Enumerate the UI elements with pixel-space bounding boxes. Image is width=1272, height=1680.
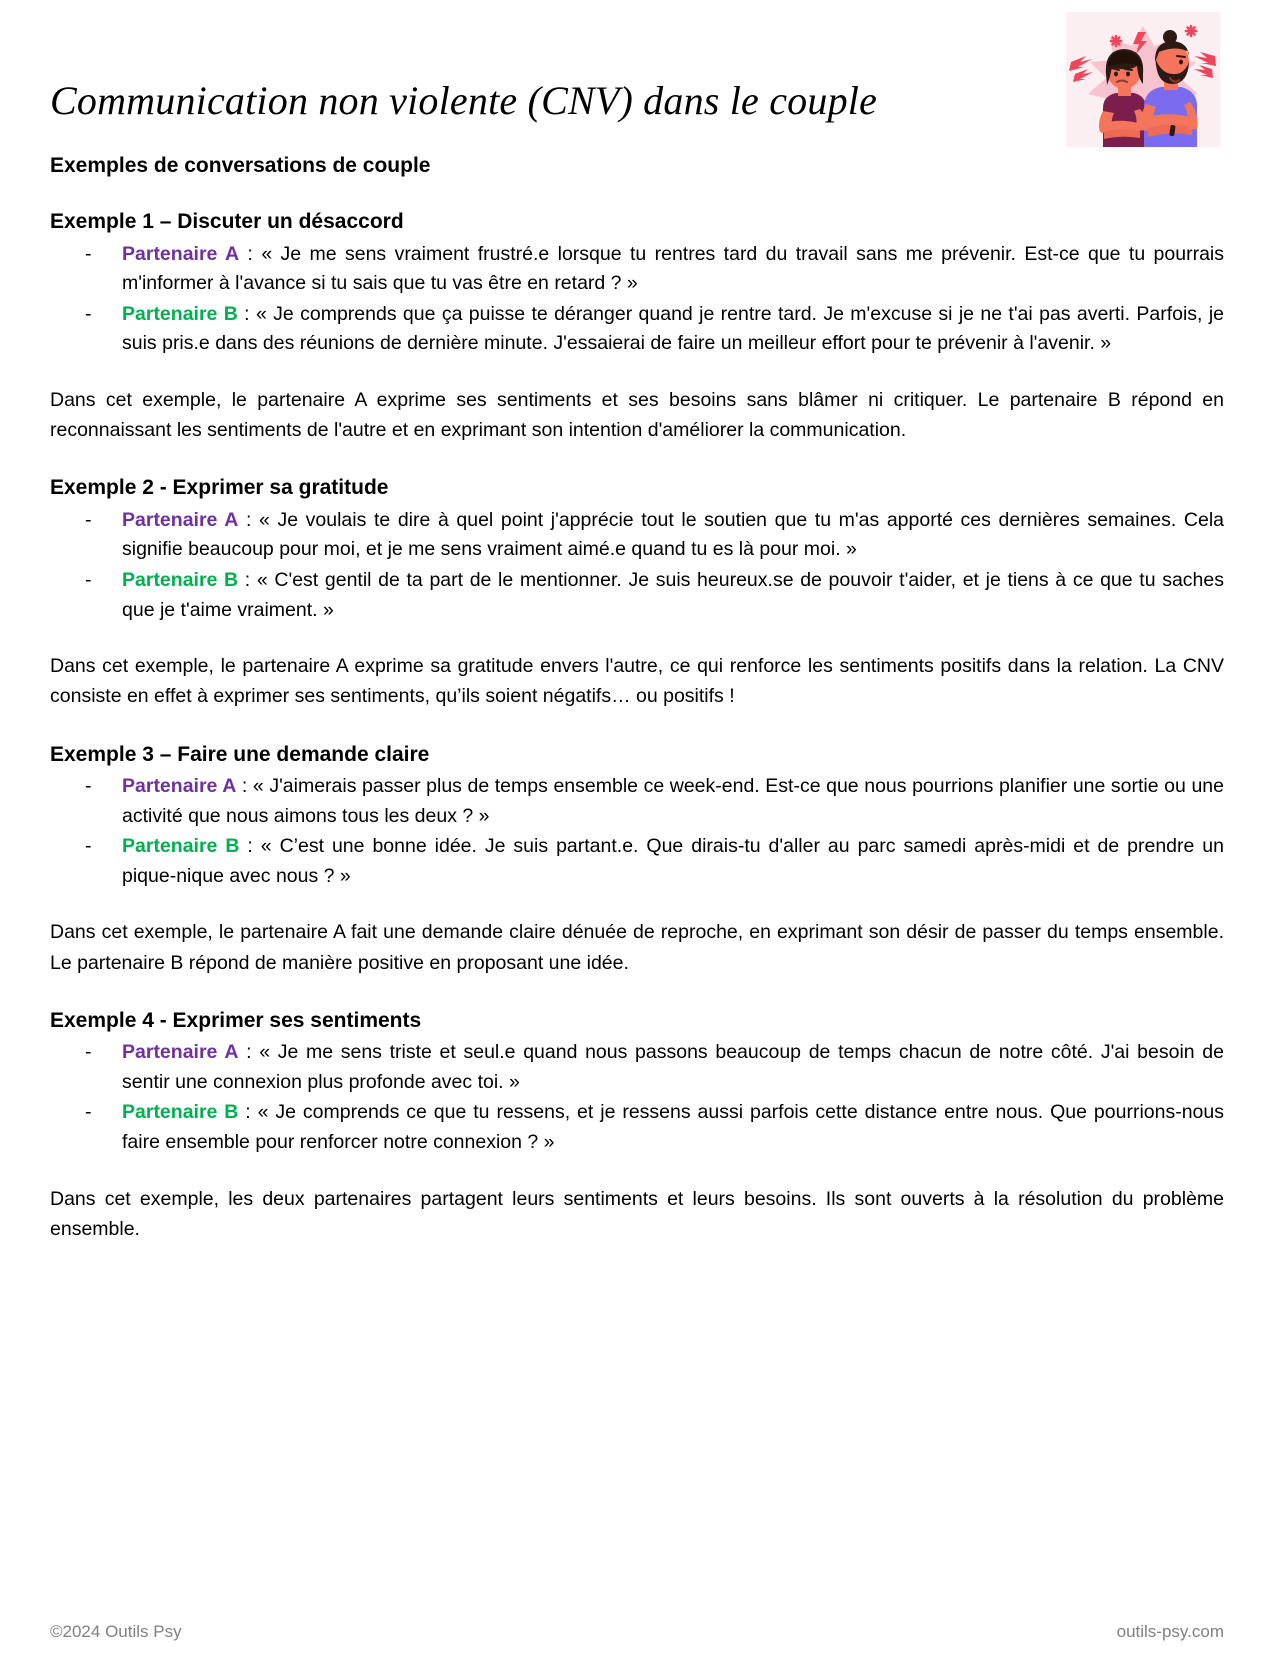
dialogue-list-4	[50, 1038, 1224, 1158]
speaker-label-partner-a: Partenaire A	[122, 774, 237, 797]
speaker-label-partner-a: Partenaire A	[122, 242, 240, 265]
dialogue-list-3	[50, 772, 1224, 892]
dialogue-text: : « Je voulais te dire à quel point j'apprécie tout le soutien que tu m'as apporté ces dernières semaines. Cela signifie beaucoup pour moi, et je me sens vraiment aimé.e quand tu es là pour moi. »	[122, 508, 1224, 561]
example-explanation-1: Dans cet exemple, le partenaire A exprime ses sentiments et ses besoins sans blâmer ni critiquer. Le partenaire B répond en reconnaissant les sentiments de l'autre et en exprimant son intention d'améliorer la communication.	[50, 389, 1224, 442]
bullet-dash: -	[85, 302, 92, 325]
bullet-dash: -	[85, 1041, 92, 1064]
speaker-label-partner-b: Partenaire B	[122, 302, 238, 325]
bullet-dash: -	[85, 568, 92, 591]
speaker-label-partner-b: Partenaire B	[122, 568, 239, 591]
footer-copyright: ©2024 Outils Psy	[50, 1622, 182, 1641]
example-heading-3: Exemple 3 – Faire une demande claire	[50, 742, 430, 766]
dialogue-line	[50, 772, 1224, 831]
example-explanation-4: Dans cet exemple, les deux partenaires partagent leurs sentiments et leurs besoins. Ils sont ouverts à la résolution du problème ensemble.	[50, 1187, 1224, 1240]
dialogue-text: : « Je comprends que ça puisse te déranger quand je rentre tard. Je m'excuse si je ne t'ai pas averti. Parfois, je suis pris.e dans des réunions de dernière minute. J'essaierai de faire un meilleur effort pour te prévenir à l'avenir. »	[122, 302, 1224, 355]
dialogue-list-1	[50, 240, 1224, 360]
couple-arguing-illustration	[1066, 12, 1220, 147]
example-section-3	[50, 742, 1224, 978]
dialogue-text: : « Je me sens vraiment frustré.e lorsque tu rentres tard du travail sans me prévenir. Est-ce que tu pourrais m'informer à l'avance si tu sais que tu vas être en retard ? »	[122, 242, 1224, 295]
example-heading-1: Exemple 1 – Discuter un désaccord	[50, 210, 404, 234]
dialogue-line	[50, 506, 1224, 565]
dialogue-list-2	[50, 506, 1224, 626]
dialogue-text: : « C'est gentil de ta part de le mentionner. Je suis heureux.se de pouvoir t'aider, et je tiens à ce que tu saches que je t'aime vraiment. »	[122, 568, 1224, 621]
speaker-label-partner-a: Partenaire A	[122, 508, 239, 531]
document-header	[0, 0, 1272, 152]
footer-website: outils-psy.com	[1116, 1622, 1224, 1641]
speaker-label-partner-b: Partenaire B	[122, 1101, 239, 1124]
example-explanation-2: Dans cet exemple, le partenaire A exprime sa gratitude envers l'autre, ce qui renforce les sentiments positifs dans la relation. La CNV consiste en effet à exprimer ses sentiments, qu’ils soient négatifs… ou positifs !	[50, 655, 1224, 708]
page-title: Communication non violente (CNV) dans le couple	[50, 77, 878, 123]
dialogue-line	[50, 566, 1224, 625]
dialogue-line	[50, 832, 1224, 891]
dialogue-line	[50, 1038, 1224, 1097]
dialogue-line	[50, 1098, 1224, 1157]
bullet-dash: -	[85, 835, 92, 858]
bullet-dash: -	[85, 774, 92, 797]
example-section-4	[50, 1008, 1224, 1244]
dialogue-text: : « C’est une bonne idée. Je suis partant.e. Que dirais-tu d'aller au parc samedi après-midi et de prendre un pique-nique avec nous ? »	[122, 835, 1224, 887]
dialogue-text: : « Je me sens triste et seul.e quand nous passons beaucoup de temps chacun de notre côté. J'ai besoin de sentir une connexion plus profonde avec toi. »	[122, 1041, 1224, 1093]
dialogue-text: : « Je comprends ce que tu ressens, et je ressens aussi parfois cette distance entre nous. Que pourrions-nous faire ensemble pour renforcer notre connexion ? »	[122, 1101, 1224, 1153]
dialogue-line	[50, 300, 1224, 359]
example-heading-2: Exemple 2 - Exprimer sa gratitude	[50, 476, 389, 500]
example-explanation-3: Dans cet exemple, le partenaire A fait une demande claire dénuée de reproche, en exprimant son désir de passer du temps ensemble. Le partenaire B répond de manière positive en proposant une idée.	[50, 921, 1224, 974]
page-footer	[50, 1622, 1224, 1642]
example-heading-4: Exemple 4 - Exprimer ses sentiments	[50, 1008, 422, 1032]
dialogue-line	[50, 240, 1224, 299]
speaker-label-partner-b: Partenaire B	[122, 835, 240, 858]
example-section-1	[50, 209, 1224, 445]
bullet-dash: -	[85, 242, 92, 265]
document-body	[0, 152, 1272, 1244]
speaker-label-partner-a: Partenaire A	[122, 1041, 239, 1064]
example-section-2	[50, 475, 1224, 711]
bullet-dash: -	[85, 508, 92, 531]
dialogue-text: : « J'aimerais passer plus de temps ensemble ce week-end. Est-ce que nous pourrions planifier une sortie ou une activité que nous aimons tous les deux ? »	[122, 774, 1224, 827]
document-subtitle: Exemples de conversations de couple	[50, 154, 431, 177]
bullet-dash: -	[85, 1101, 92, 1124]
